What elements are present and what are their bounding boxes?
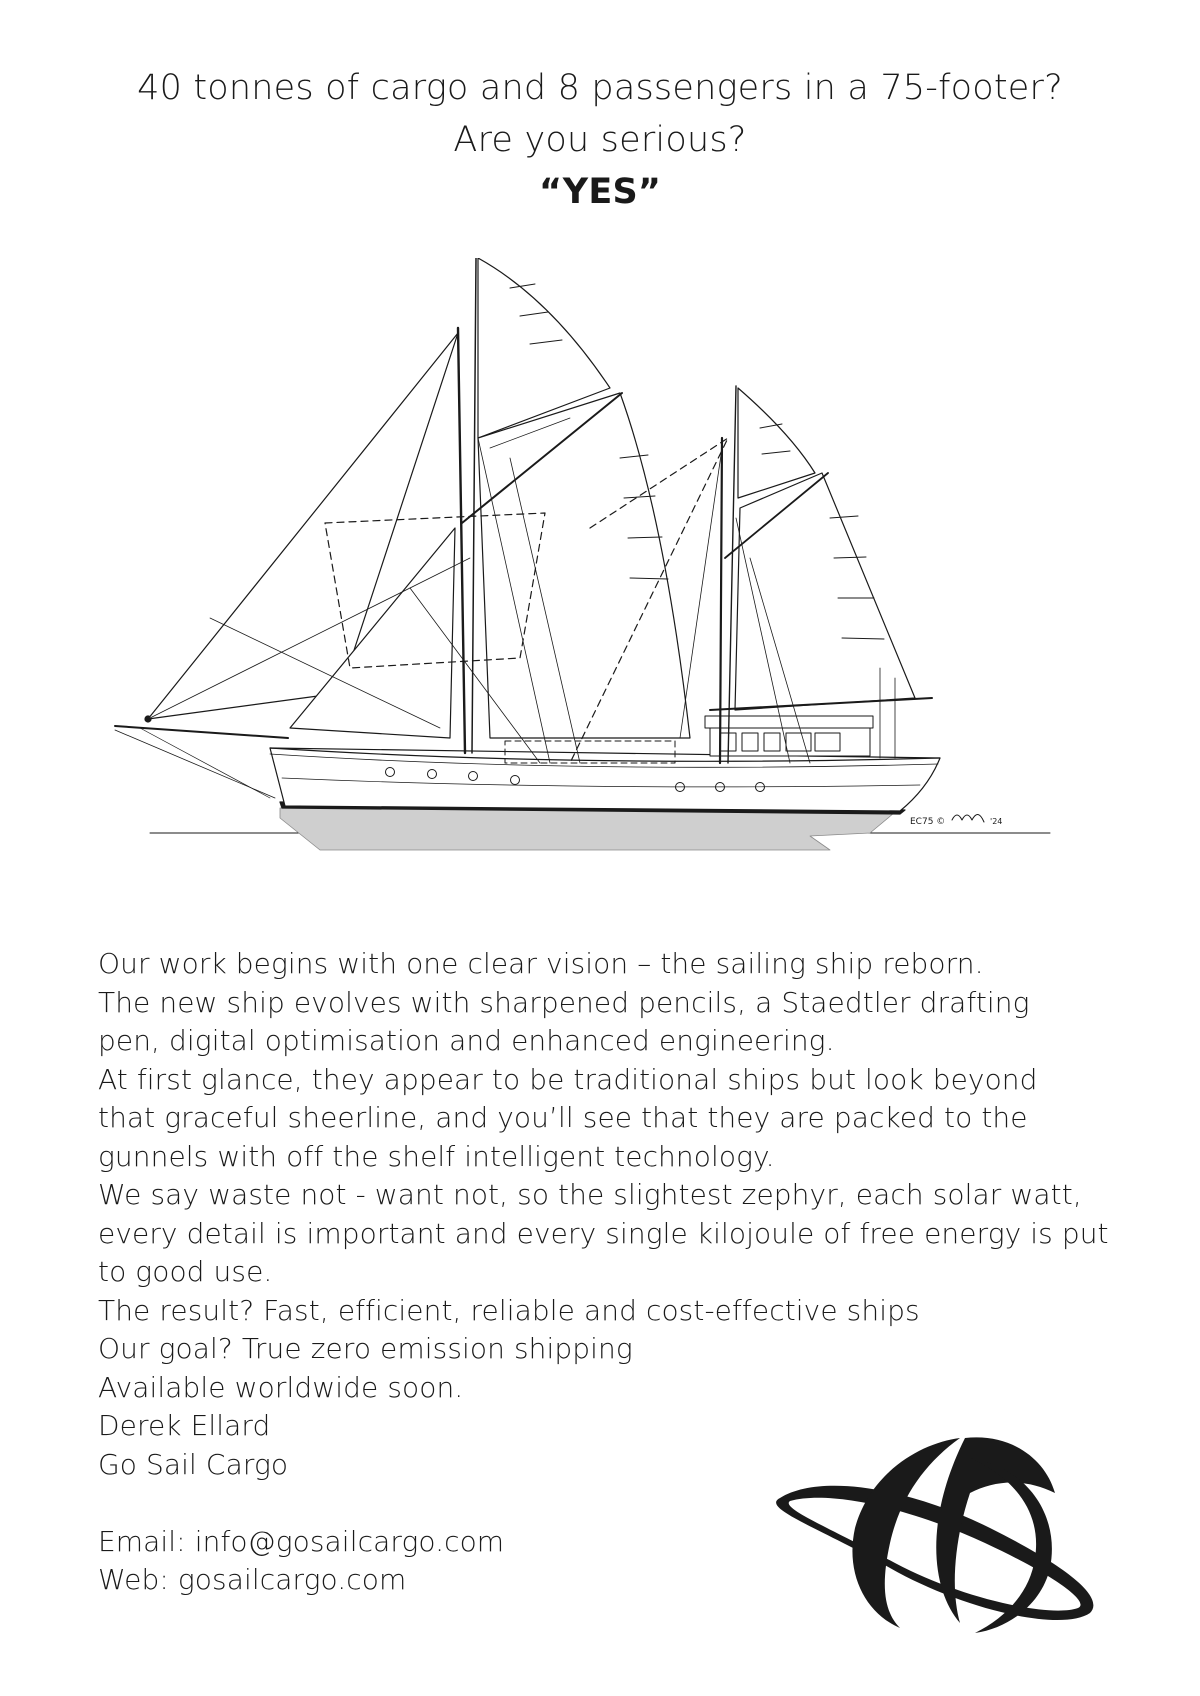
headline-line-1: 40 tonnes of cargo and 8 passengers in a 75-footer? <box>137 68 1063 108</box>
main-gaff-sail <box>478 393 690 738</box>
body-line: We say waste not - want not, so the slightest zephyr, each solar watt, <box>98 1178 1082 1211</box>
body-line: that graceful sheerline, and you’ll see that they are packed to the <box>98 1101 1028 1134</box>
headline-line-2: Are you serious? <box>453 120 747 160</box>
body-line: The new ship evolves with sharpened pencils, a Staedtler drafting <box>98 985 1030 1019</box>
main-mast <box>458 328 465 753</box>
body-line: Available worldwide soon. <box>98 1370 464 1404</box>
mizzen-mast <box>720 438 722 763</box>
body-line: Our goal? True zero emission shipping <box>98 1332 633 1365</box>
drawing-signature: EC75 © <box>910 817 946 827</box>
email-line[interactable]: Email: info@gosailcargo.com <box>98 1524 505 1558</box>
headline-yes: “YES” <box>538 172 662 212</box>
schooner-drawing <box>110 258 1110 938</box>
body-line: Our work begins with one clear vision – the sailing ship reborn. <box>98 947 984 980</box>
body-line: to good use. <box>98 1255 273 1288</box>
body-line: The result? Fast, efficient, reliable and cost-effective ships <box>98 1293 920 1327</box>
body-line: At first glance, they appear to be traditional ships but look beyond <box>98 1062 1038 1096</box>
signature-scribble <box>952 814 984 822</box>
mizzen-gaff-sail <box>735 473 915 710</box>
web-line[interactable]: Web: gosailcargo.com <box>98 1563 407 1596</box>
hull-bottom <box>280 808 900 850</box>
body-line: every detail is important and every single kilojoule of free energy is put <box>98 1216 1109 1250</box>
sail-orbit-logo-icon <box>760 1418 1120 1648</box>
hull <box>270 748 940 811</box>
drawing-year: '24 <box>990 817 1003 826</box>
company-name: Go Sail Cargo <box>98 1447 289 1481</box>
headline <box>0 62 1200 218</box>
body-line: pen, digital optimisation and enhanced engineering. <box>98 1024 835 1057</box>
body-line: gunnels with off the shelf intelligent technology. <box>98 1139 775 1173</box>
bowsprit <box>115 726 288 738</box>
author-name: Derek Ellard <box>98 1409 271 1442</box>
